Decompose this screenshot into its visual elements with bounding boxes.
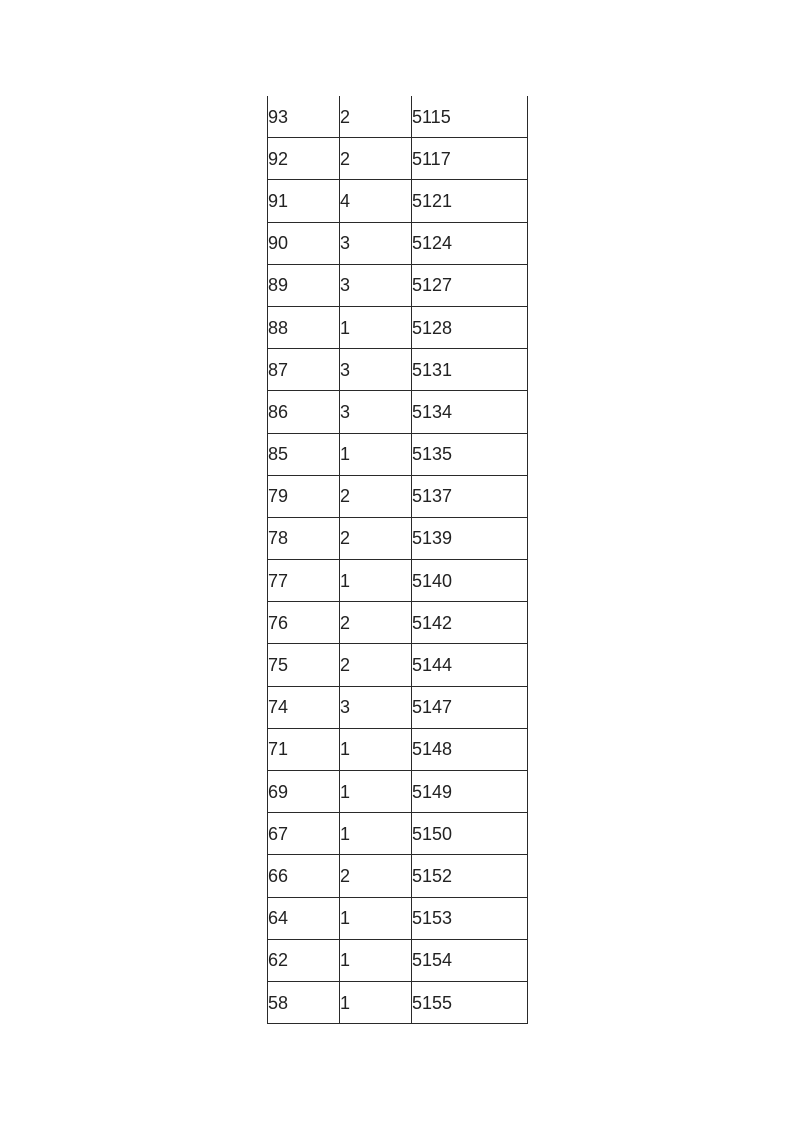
score-cell: 92 [268, 138, 340, 180]
cumulative-cell: 5134 [412, 391, 528, 433]
score-cell: 89 [268, 264, 340, 306]
cumulative-cell: 5152 [412, 855, 528, 897]
table-row [268, 686, 528, 728]
count-cell: 3 [340, 686, 412, 728]
cumulative-cell: 5147 [412, 686, 528, 728]
cumulative-cell: 5149 [412, 771, 528, 813]
score-cell: 90 [268, 222, 340, 264]
table-row [268, 602, 528, 644]
count-cell: 2 [340, 96, 412, 138]
table-row [268, 560, 528, 602]
count-cell: 3 [340, 349, 412, 391]
table-row [268, 96, 528, 138]
table-row [268, 433, 528, 475]
table-row [268, 813, 528, 855]
score-cell: 87 [268, 349, 340, 391]
count-cell: 3 [340, 391, 412, 433]
score-cell: 69 [268, 771, 340, 813]
score-cell: 85 [268, 433, 340, 475]
table-row [268, 349, 528, 391]
score-cell: 67 [268, 813, 340, 855]
score-cell: 66 [268, 855, 340, 897]
score-cell: 86 [268, 391, 340, 433]
cumulative-cell: 5127 [412, 264, 528, 306]
table-row [268, 981, 528, 1023]
score-cell: 78 [268, 517, 340, 559]
table-row [268, 264, 528, 306]
table-body [268, 96, 528, 1024]
count-cell: 1 [340, 939, 412, 981]
score-cell: 77 [268, 560, 340, 602]
cumulative-cell: 5128 [412, 306, 528, 348]
table-row [268, 222, 528, 264]
score-cell: 74 [268, 686, 340, 728]
cumulative-cell: 5131 [412, 349, 528, 391]
count-cell: 2 [340, 517, 412, 559]
cumulative-cell: 5155 [412, 981, 528, 1023]
count-cell: 2 [340, 475, 412, 517]
cumulative-cell: 5144 [412, 644, 528, 686]
cumulative-cell: 5153 [412, 897, 528, 939]
table-row [268, 728, 528, 770]
count-cell: 2 [340, 602, 412, 644]
cumulative-cell: 5154 [412, 939, 528, 981]
score-cell: 75 [268, 644, 340, 686]
table-row [268, 771, 528, 813]
score-cell: 91 [268, 180, 340, 222]
count-cell: 3 [340, 264, 412, 306]
cumulative-cell: 5115 [412, 96, 528, 138]
table-row [268, 644, 528, 686]
table-row [268, 855, 528, 897]
table-row [268, 180, 528, 222]
score-cell: 79 [268, 475, 340, 517]
cumulative-cell: 5139 [412, 517, 528, 559]
table-row [268, 517, 528, 559]
cumulative-cell: 5140 [412, 560, 528, 602]
table-row [268, 939, 528, 981]
score-cell: 58 [268, 981, 340, 1023]
count-cell: 1 [340, 728, 412, 770]
count-cell: 1 [340, 981, 412, 1023]
score-cell: 62 [268, 939, 340, 981]
count-cell: 2 [340, 138, 412, 180]
count-cell: 2 [340, 644, 412, 686]
score-cell: 76 [268, 602, 340, 644]
count-cell: 1 [340, 897, 412, 939]
cumulative-cell: 5150 [412, 813, 528, 855]
table-row [268, 897, 528, 939]
cumulative-cell: 5142 [412, 602, 528, 644]
table-row [268, 306, 528, 348]
count-cell: 2 [340, 855, 412, 897]
cumulative-cell: 5137 [412, 475, 528, 517]
count-cell: 1 [340, 560, 412, 602]
score-cell: 93 [268, 96, 340, 138]
table-row [268, 391, 528, 433]
cumulative-cell: 5124 [412, 222, 528, 264]
table-row [268, 138, 528, 180]
count-cell: 3 [340, 222, 412, 264]
cumulative-cell: 5135 [412, 433, 528, 475]
count-cell: 1 [340, 813, 412, 855]
cumulative-cell: 5121 [412, 180, 528, 222]
cumulative-cell: 5117 [412, 138, 528, 180]
count-cell: 1 [340, 306, 412, 348]
data-table [267, 96, 528, 1024]
score-cell: 88 [268, 306, 340, 348]
count-cell: 1 [340, 433, 412, 475]
score-cell: 71 [268, 728, 340, 770]
table-row [268, 475, 528, 517]
score-cell: 64 [268, 897, 340, 939]
count-cell: 4 [340, 180, 412, 222]
count-cell: 1 [340, 771, 412, 813]
cumulative-cell: 5148 [412, 728, 528, 770]
